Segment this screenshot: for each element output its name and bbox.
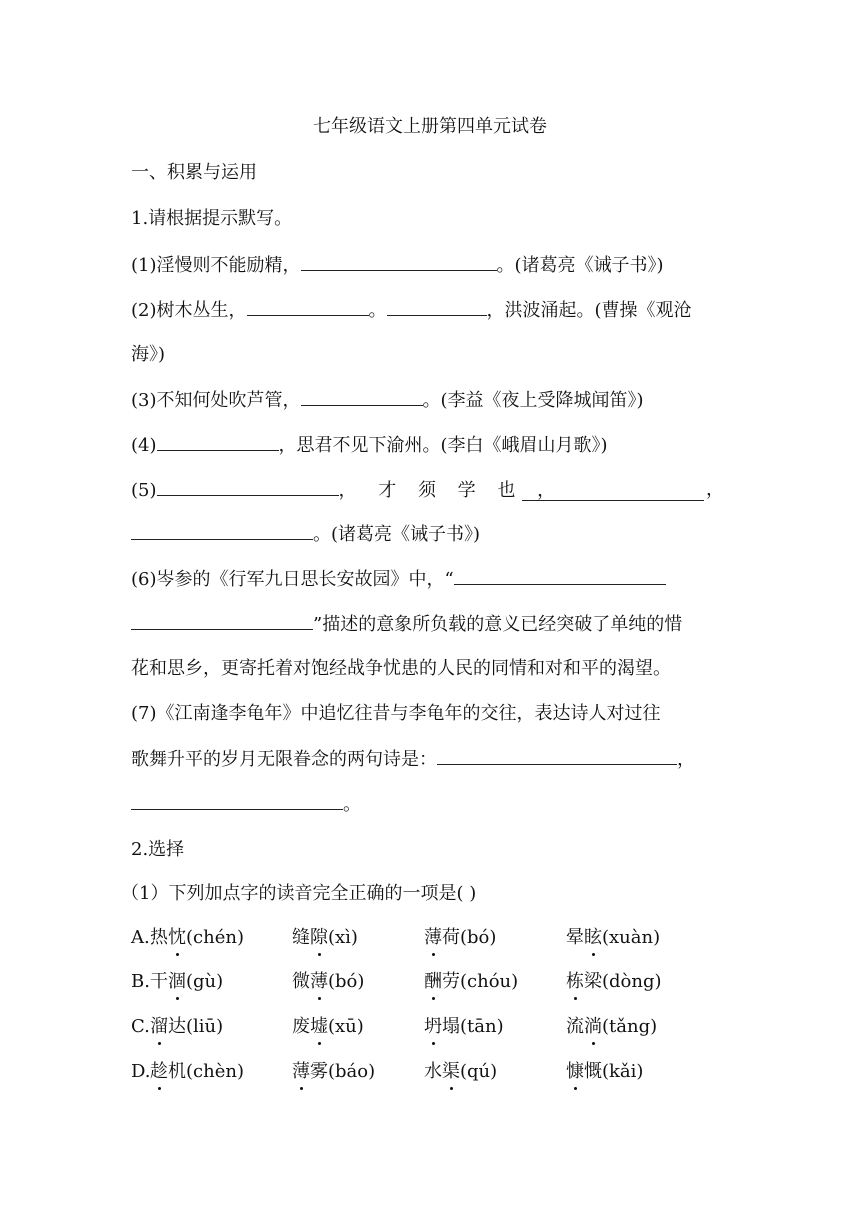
q1-item-6: (6)岑参的《行军九日思长安故园》中，“ [131, 566, 731, 593]
pinyin: (xuàn) [602, 927, 661, 948]
emphasis-dot-char: 渠 [442, 1059, 460, 1085]
pinyin: (kǎi) [602, 1061, 644, 1082]
answer-blank[interactable] [301, 387, 423, 406]
emphasis-dot-char: 坍 [424, 1014, 442, 1040]
question-1-stem: 1.请根据提示默写。 [131, 208, 293, 229]
answer-blank[interactable] [131, 521, 313, 540]
answer-blank[interactable] [157, 477, 339, 496]
emphasis-dot-char: 薄 [292, 1059, 310, 1085]
pinyin: (tǎng) [602, 1016, 658, 1037]
q1-item-2: (2)树木丛生， 。 ，洪波涌起。(曹操《观沧 [131, 297, 731, 324]
section-heading: 一、积累与运用 [131, 162, 257, 183]
pinyin: (liū) [186, 1016, 224, 1037]
pinyin: (bó) [328, 971, 365, 992]
question-2-sub-1: （1）下列加点字的读音完全正确的一项是( ) [121, 883, 477, 904]
answer-blank[interactable] [387, 297, 487, 316]
emphasis-dot-char: 酬 [424, 969, 442, 995]
answer-blank[interactable] [437, 746, 677, 765]
option-word: 干涸(gù) [150, 969, 223, 995]
option-label[interactable]: C. [131, 1016, 150, 1037]
option-word: 废墟(xū) [292, 1014, 364, 1040]
emphasis-dot-char: 眩 [584, 925, 602, 951]
q1-item-4: (4) ，思君不见下渝州。(李白《峨眉山月歌》) [131, 432, 731, 459]
pinyin: (báo) [328, 1061, 376, 1082]
answer-blank[interactable] [131, 611, 313, 630]
option-label[interactable]: B. [131, 971, 150, 992]
q1-item-5-cont: 。(诸葛亮《诫子书》) [131, 521, 731, 548]
q1-item-6-cont: ”描述的意象所负载的意义已经突破了单纯的惜 [131, 611, 731, 638]
q1-item-6-cont2: 花和思乡，更寄托着对饱经战争忧患的人民的同情和对和平的渴望。 [131, 658, 671, 679]
option-word: 酬劳(chóu) [424, 969, 518, 995]
option-word: 坍塌(tān) [424, 1014, 504, 1040]
option-word: 缝隙(xì) [292, 925, 358, 951]
q1-item-7-cont2: 。 [131, 791, 731, 818]
option-label[interactable]: A. [131, 927, 150, 948]
option-word: 薄荷(bó) [424, 925, 496, 951]
pinyin: (xì) [328, 927, 358, 948]
emphasis-dot-char: 隙 [310, 925, 328, 951]
answer-blank[interactable] [247, 297, 369, 316]
option-word: 溜达(liū) [150, 1014, 223, 1040]
pinyin: (gù) [186, 971, 224, 992]
pinyin: (dòng) [602, 971, 662, 992]
emphasis-dot-char: 薄 [424, 925, 442, 951]
emphasis-dot-char: 薄 [310, 969, 328, 995]
pinyin: (tān) [460, 1016, 504, 1037]
option-label[interactable]: D. [131, 1061, 151, 1082]
pinyin: (qú) [460, 1061, 498, 1082]
q1-item-3: (3)不知何处吹芦管， 。(李益《夜上受降城闻笛》) [131, 387, 731, 414]
pinyin: (xū) [328, 1016, 364, 1037]
exam-title: 七年级语文上册第四单元试卷 [313, 116, 547, 137]
emphasis-dot-char: 涸 [168, 969, 186, 995]
answer-blank[interactable] [157, 432, 279, 451]
pinyin: (chèn) [186, 1061, 244, 1082]
option-word: 栋梁(dòng) [566, 969, 662, 995]
question-2-stem: 2.选择 [131, 839, 185, 860]
option-word: 水渠(qú) [424, 1059, 497, 1085]
emphasis-dot-char: 趁 [150, 1059, 168, 1085]
option-word: 趁机(chèn) [150, 1059, 244, 1085]
option-word: 薄雾(báo) [292, 1059, 375, 1085]
pinyin: (chóu) [460, 971, 519, 992]
option-word: 慷慨(kǎi) [566, 1059, 643, 1085]
q1-item-5: (5) ， 才 须 学 也 ， [131, 477, 731, 504]
option-word: 流淌(tǎng) [566, 1014, 657, 1040]
pinyin: (bó) [460, 927, 497, 948]
emphasis-dot-char: 墟 [310, 1014, 328, 1040]
q1-item-7-cont: 歌舞升平的岁月无限眷念的两句诗是： ， [131, 746, 731, 773]
option-word: 热忱(chén) [150, 925, 244, 951]
option-word: 微薄(bó) [292, 969, 364, 995]
answer-blank[interactable] [131, 791, 343, 810]
q1-item-2-cont: 海》) [131, 344, 166, 365]
exam-page: 七年级语文上册第四单元试卷 一、积累与运用 1.请根据提示默写。 (1)淫慢则不能励精， 。(诸葛亮《诫子书》) (2)树木丛生， 。 ，洪波涌起。(曹操《观沧 海》) (3)不知何处吹芦管， 。(李益《夜上受降城闻笛》) (4) ，思君不见下渝州。(李白《峨眉山月歌》) (5) ， 才 须 学 也 ， ， 。(诸葛亮《诫子书》) (6)岑参的《行军九日思长安故园》中，“ ”描述的意象所负载的意义已经突破了单纯的惜 花和思乡，更寄托着对饱经战争忧患的人民的同情和对和平的渴望。 (7)《江南逢李龟年》中追忆往昔与李龟年的交往，表达诗人对过往 歌舞升平的岁月无限眷念的两句诗是： ， 。 2.选择 （1）下列加点字的读音完全正确的一项是( ) A. 热忱(chén) 缝隙(xì) 薄荷(bó) 晕眩(xuàn) B. 干涸(gù) 微薄(bó) 酬劳(chóu) 栋梁(dòng) C. 溜达(liū) 废墟(xū) 坍塌(tān) 流淌(tǎng) D. 趁机(chèn) 薄雾(báo) 水渠(qú) 慷慨(kǎi) [0, 0, 860, 1216]
answer-blank[interactable] [454, 566, 666, 585]
emphasis-dot-char: 栋 [566, 969, 584, 995]
q1-item-1: (1)淫慢则不能励精， 。(诸葛亮《诫子书》) [131, 252, 731, 279]
answer-blank[interactable] [522, 482, 704, 501]
emphasis-dot-char: 淌 [584, 1014, 602, 1040]
emphasis-dot-char: 忱 [168, 925, 186, 951]
pinyin: (chén) [186, 927, 244, 948]
option-word: 晕眩(xuàn) [566, 925, 660, 951]
answer-blank[interactable] [301, 252, 497, 271]
emphasis-dot-char: 慷 [566, 1059, 584, 1085]
q1-item-7: (7)《江南逢李龟年》中追忆往昔与李龟年的交往，表达诗人对过往 [131, 703, 661, 724]
emphasis-dot-char: 溜 [150, 1014, 168, 1040]
